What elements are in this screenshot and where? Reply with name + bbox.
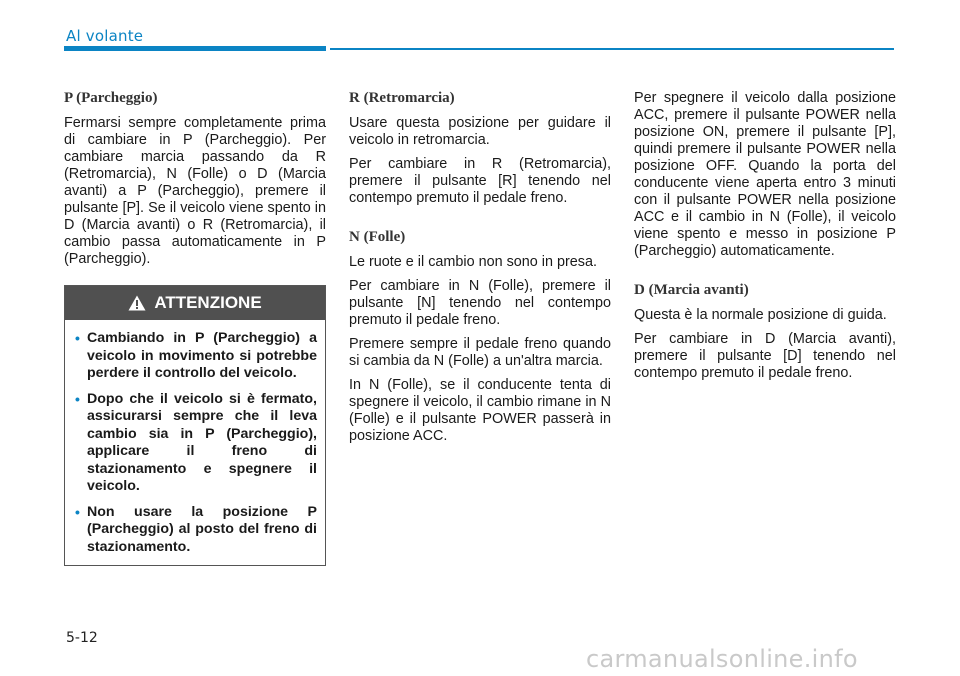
page-number: 5-12 bbox=[66, 630, 98, 646]
paragraph: Premere sempre il pedale freno quando si cambia da N (Folle) a un'altra marcia. bbox=[349, 336, 611, 369]
bullet-icon: • bbox=[75, 330, 80, 346]
bullet-icon: • bbox=[75, 390, 80, 407]
warning-box bbox=[64, 285, 326, 566]
header-bar-thin bbox=[330, 48, 894, 50]
section-title: Al volante bbox=[66, 27, 144, 45]
warning-header bbox=[65, 286, 325, 320]
warning-title: ATTENZIONE bbox=[154, 293, 262, 312]
watermark: carmanualsonline.info bbox=[586, 645, 858, 673]
column-left bbox=[64, 90, 326, 275]
heading-marcia-avanti: D (Marcia avanti) bbox=[634, 282, 749, 298]
bullet-icon: • bbox=[75, 503, 80, 520]
paragraph: Per cambiare in R (Retromarcia), premere il pulsante [R] tenendo nel contempo premuto il pedale freno. bbox=[349, 156, 611, 206]
paragraph: Per spegnere il veicolo dalla posizione ACC, premere il pulsante POWER nella posizione ON, premere il pulsante [P], quindi premere il pulsante POWER nella posizione OFF. Quando la porta del conducente viene aperta entro 3 minuti con il pulsante POWER nella posizione ACC e il cambio in N (Folle), il veicolo viene spento e messo in posizione P (Parcheggio) automaticamente. bbox=[634, 90, 896, 259]
paragraph: Fermarsi sempre completamente prima di cambiare in P (Parcheggio). Per cambiare marcia passando da R (Retromarcia), N (Folle) o D (Marcia avanti) a P (Parcheggio), premere il pulsante [P]. Se il veicolo viene spento in D (Marcia avanti) o R (Retromarcia), il cambio passa automaticamente in P (Parcheggio). bbox=[64, 115, 326, 267]
heading-folle: N (Folle) bbox=[349, 229, 406, 245]
warning-list bbox=[65, 320, 325, 556]
heading-retromarcia: R (Retromarcia) bbox=[349, 90, 455, 106]
paragraph: Usare questa posizione per guidare il veicolo in retromarcia. bbox=[349, 115, 611, 148]
paragraph: Per cambiare in N (Folle), premere il pulsante [N] tenendo nel contempo premuto il pedale freno. bbox=[349, 278, 611, 328]
list-item: • Cambiando in P (Parcheggio) a veicolo in movimento si potrebbe perdere il controllo del veicolo. bbox=[75, 330, 317, 381]
header-bar-thick bbox=[64, 46, 326, 51]
heading-parcheggio: P (Parcheggio) bbox=[64, 90, 158, 106]
paragraph: In N (Folle), se il conducente tenta di spegnere il veicolo, il cambio rimane in N (Folle) e il pulsante POWER passerà in posizione ACC. bbox=[349, 377, 611, 444]
column-middle bbox=[349, 90, 611, 452]
paragraph: Per cambiare in D (Marcia avanti), premere il pulsante [D] tenendo nel contempo premuto il pedale freno. bbox=[634, 331, 896, 381]
list-item: • Dopo che il veicolo si è fermato, assicurarsi sempre che il leva cambio sia in P (Parcheggio), applicare il freno di stazionamento e spegnere il veicolo. bbox=[75, 390, 317, 494]
paragraph: Questa è la normale posizione di guida. bbox=[634, 307, 887, 323]
column-right bbox=[634, 90, 896, 389]
list-item: • Non usare la posizione P (Parcheggio) al posto del freno di stazionamento. bbox=[75, 503, 317, 555]
warning-triangle-icon bbox=[128, 295, 146, 311]
paragraph: Le ruote e il cambio non sono in presa. bbox=[349, 254, 597, 270]
